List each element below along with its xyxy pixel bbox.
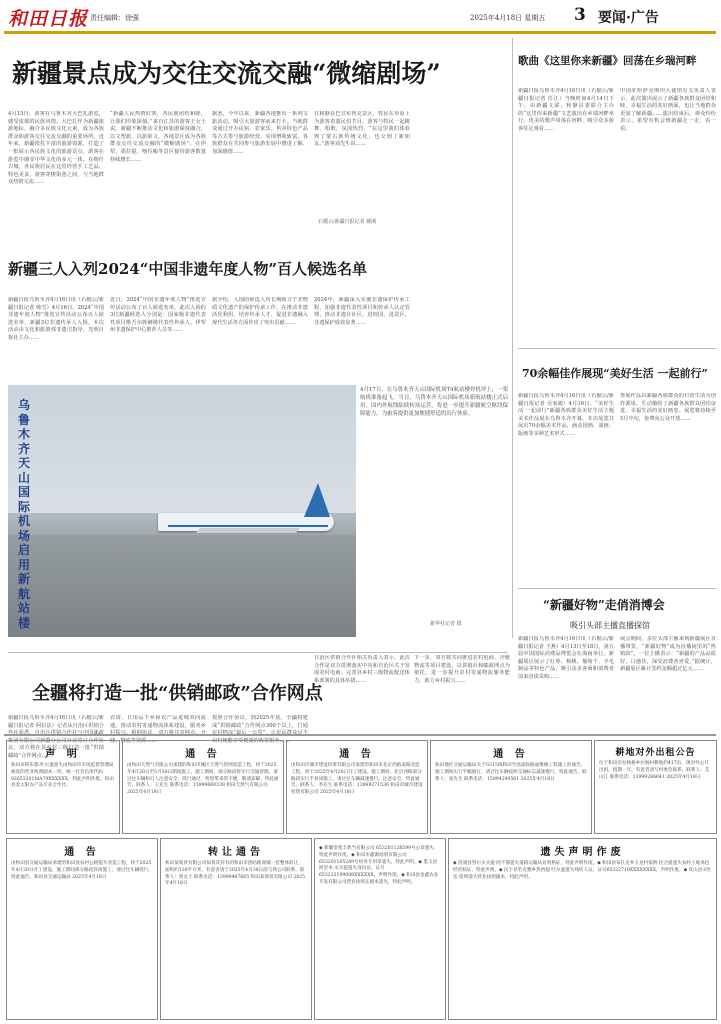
photo-byline: 新华社记者 摄 bbox=[430, 621, 462, 627]
notice-county bbox=[6, 838, 158, 1020]
goods-headline: “新疆好物”走俏消博会 bbox=[543, 598, 665, 612]
airplane-tail-icon bbox=[304, 483, 330, 517]
photo-caption: 4月17日，在乌鲁木齐天山国际机场T4航站楼停机坪上，一架航班准备起飞。当日，乌鲁木齐天山国际机场新航站楼正式启用，国内外航线陆续转场运营，将进一步提升新疆航空枢纽保障能力，为旅客提供更加便捷舒适的出行体验。 bbox=[360, 387, 508, 417]
postal-col-2: 农资、日用品下乡和农产品进城双向流通，推动农村寄递物流体系建设，服务乡 储、物流等资源…… bbox=[110, 715, 206, 744]
heritage-col-4: 2024年，新疆深入实施非遗保护传承工程，加强非遗代表性项目和传承人认定管理，推动非遗在社区、进校园、进景区，非遗保护成效显著…… bbox=[314, 297, 410, 326]
notice-lost-declaration bbox=[448, 838, 717, 1020]
notice-farmland bbox=[594, 740, 717, 834]
art-col-1: 新疆日报乌鲁木齐4月16日讯（石榴云/新疆日报记者 吴家敏）4月16日，“美好生活 一起前行”新疆各族群众美好生活主题美术作品展在乌鲁木齐开幕。本次展览共展出70余幅美术作品，涵盖国画、油画、版画等多种艺术形式…… bbox=[518, 393, 614, 437]
right-rule-2 bbox=[518, 588, 716, 589]
notice-body: 由和田县交通运输局承建的和田县农村公路提升改造工程，将于2025年4月20日开工建设，施工期间部分路段封闭施工，请过往车辆绕行。特此通告。和田县交通运输局 2025年4月18日 bbox=[11, 861, 153, 880]
postal-col-5: 下一步，双方将共同推进农村电商、冷链物流等项目建设，以供销社和邮政网点为依托，进一步提升农村寄递物流服务能力，助力乡村振兴…… bbox=[414, 655, 510, 684]
notice-body: 由和田市城市建设投资有限公司承建的和田市北京西路道路改造工程，将于2025年4月20日开工建设。施工期间，北京西路部分路段实行半封闭施工，请过往车辆减速慢行，注意安全。特此通告。联系人：李先生 联系电话：13999271536 和田市城市建设投资有限公司 2025年4月18日 bbox=[291, 763, 423, 796]
notice-road bbox=[286, 740, 428, 834]
notice-title: 遗失声明作废 bbox=[540, 847, 625, 858]
heritage-headline: 新疆三人入列2024“中国非遗年度人物”百人候选名单 bbox=[8, 260, 368, 278]
goods-col-2: 展会期间，多位头部主播来到新疆展区直播带货，“新疆好物”成为直播间里的“热销款”。一位主播表示：“新疆的产品品质好、口感佳，深受消费者喜爱。”据统计，新疆展区累计签约金额超过亿元…… bbox=[620, 636, 716, 673]
lead-col-4: 在和静县巴音布鲁克景区，牧民在草原上为游客表演民俗节目，游客与牧民一起跳舞、唱歌，氛围热烈。“在这里我们体验到了蒙古族传统文化，也交到了新朋友。”游客刘先生说…… bbox=[314, 111, 410, 148]
song-col-2: 中国驻哈萨克斯坦大使馆有关负责人表示，此次演出展示了新疆各族群众团结和睦、幸福生活的美好画面，也让当地群众更加了解新疆……演出结束后，观众纷纷表示，希望有机会到新疆走一走、看一看。 bbox=[620, 88, 716, 132]
lead-right-divider bbox=[512, 38, 513, 638]
art-headline: 70余幅佳作展现“美好生活 一起前行” bbox=[522, 367, 708, 380]
notice-body: ◆ 洛浦县努尔买买提·阿不都遗失道路运输从业资格证，特此声明作废。◆ 和田县布扎克乡玉龙村依明·托合提遗失农村土地承包经营权证，特此声明。◆ 民丰县若克雅乡热西提·吐尔逊遗失残疾人证，证号65322719XXXXXXXX，声明作废。◆ 皮山县买吐送·依明遗失营业执照副本，特此声明。 bbox=[453, 861, 712, 880]
notice-body: 和田市阿布都·吐尔逊遗失由和田市市场监督管理局核发的营业执照副本一份，统一社会信用代码：92653201MA79XXXXXX，特此声明作废。和田县金太阳农产品专业合作社。 bbox=[11, 763, 114, 789]
issue-date: 2025年4月18日 星期五 bbox=[470, 14, 546, 22]
goods-subhead: 吸引头部主播直播探馆 bbox=[570, 621, 650, 630]
song-col-1: 新疆日报乌鲁木齐4月16日讯（石榴云/新疆日报记者 任江）当晚时间4月14日下午，由新疆文联、和静县委联合主办的“这里你来新疆”文艺演出在乡瑞河畔举行。优美的歌声回荡在河畔，吸引众多游客驻足观看…… bbox=[518, 88, 614, 132]
notice-body: 和田地区交通运输局关于G315线和田至洛浦段路面维修工程施工的通告。施工期间实行半幅通行，请过往车辆按照交通标志减速慢行。特此通告。联系人：张先生 联系电话：15994299561 2025年4月18日 bbox=[435, 763, 587, 782]
postal-col-4: 自治区供销合作社相关负责人表示，此次合作是双方贯彻落实中央和自治区关于发展农村电商、完善县乡村三级物流配送体系部署的具体举措…… bbox=[314, 655, 410, 684]
photo-vertical-caption: 乌鲁木齐天山国际机场启用新航站楼 bbox=[18, 398, 31, 630]
goods-col-1: 新疆日报乌鲁木齐4月16日讯（石榴云/新疆日报记者 王燕）4月13日至18日，第五届中国国际消费品博览会在海南举行。新疆展区展示了红枣、核桃、葡萄干、羊毛制品等特色产品，吸引众多客商和消费者前来洽谈采购…… bbox=[518, 636, 614, 680]
masthead-rule bbox=[4, 31, 716, 34]
heritage-col-3: 据介绍，入围的候选人均长期致力于非物质文化遗产的保护传承工作，在推动非遗活化利用、培养传承人才、促进非遗融入现代生活等方面作出了突出贡献…… bbox=[212, 297, 308, 326]
notice-transfer bbox=[160, 838, 312, 1020]
lead-headline: 新疆景点成为交往交流交融“微缩剧场” bbox=[12, 59, 441, 88]
lead-col-1: 4月15日，游客在乌鲁木齐大巴扎游览，感受浓郁的民族风情。大巴扎作为新疆旅游地标，融合多民族文化元素，成为各族群众和游客交往交流交融的重要场所。近年来，新疆依托丰富的旅游资源，打造了一批展示各民族文化的旅游景点，游客在游览中感受中华文化的多元一体。在喀什古城，各民族居民在这里经营手工艺品、特色美食，游客穿梭街巷之间，与当地群众热情交流…… bbox=[8, 111, 104, 186]
notice-body: 位于和田市拉杨格乡拉杨村耕地约417亩，现对外公开出租，租期一年，有意者请与村委会联系。联系人：艾山江 联系电话：13999286641 2025年4月18日 bbox=[599, 761, 710, 780]
postal-col-3: 按照合作协议，到2025年底，全疆将建成“供销邮政”合作网点300个以上，打通 出村便能享受便捷的收寄服务…… bbox=[212, 715, 308, 744]
lead-col-2: “新疆人民热情好客，各民族团结和睦，让我们印象深刻。”来自江苏的游客王女士说。新疆不断推动文化和旅游深度融合，以文塑旅、以旅彰文，各地景区成为各族群众交往交流交融的“微缩剧场”。在伊犁，那拉提、喀拉峻等景区接待游客数量持续增长…… bbox=[110, 111, 206, 163]
notice-body: 和田某商贸有限公司拟将其持有的和田市团结路商铺一套整体转让，面积约120平方米。有意者请于2025年4月30日前与我公司联系。联系人：周女士 联系电话：13999467665 和田某商贸有限公司 2025年4月18日 bbox=[165, 861, 306, 887]
notice-title: 通 告 bbox=[339, 749, 375, 760]
notice-body: 由和田天然气有限公司承建的和田市城区天然气管网改造工程，将于2025年4月20日至5月30日期间施工。施工期间，部分路段将实行交通管制，请过往车辆和行人注意安全，绕行通过，给您带来的不便，敬请谅解。特此通告。联系人：王先生 联系电话：15999660339 和田天然气有限公司 2025年4月18日 bbox=[127, 763, 279, 796]
song-headline: 歌曲《这里你来新疆》回荡在乡瑞河畔 bbox=[518, 55, 697, 67]
art-col-2: 参展作品以新疆各族群众的日常生活为创作源泉，生动描绘了新疆各族群众团结奋进、幸福生活的美好画卷。展览将持续至5月中旬，免费向公众开放…… bbox=[620, 393, 716, 422]
notice-title: 通 告 bbox=[64, 847, 100, 858]
notice-title: 通 告 bbox=[185, 749, 221, 760]
heritage-col-2: 近日，2024“中国非遗年度人物”推选宣传活动公布了百人候选名单。此次入围的3位新疆候选人分别是：国家级非遗代表性项目维吾尔族刺绣代表性传承人、伊犁州非遗保护中心推荐人员等…… bbox=[110, 297, 206, 334]
notice-transport bbox=[430, 740, 592, 834]
page-number: 3 bbox=[574, 5, 586, 25]
airplane-stripe bbox=[168, 525, 328, 527]
notice-title: 耕地对外出租公告 bbox=[615, 748, 696, 758]
notice-body: ◆ 新疆金苑丰典当有限公司 653201128599号公章遗失，特此声明作废。◆ 和田市鑫源商贸有限公司 653201105249号财务专用章遗失，特此声明。◆ 墨玉县阿里木·买买提遗失身份证，证号 653222199008XXXXXX，声明作废。◆ 和田县金鑫农业开发有限公司营业执照正副本遗失，特此声明。 bbox=[319, 846, 439, 885]
bottom-left-rule bbox=[8, 652, 508, 653]
airport-photo bbox=[8, 385, 356, 637]
notice-title: 声 明 bbox=[45, 749, 81, 760]
heritage-col-1: 新疆日报乌鲁木齐4月16日讯（石榴云/新疆日报记者 韩雪）4月16日，2024“中国非遗年度人物”推选宣传活动公布百人候选名单，新疆3位非遗传承人入围。本次活动由文化和旅游部非遗司指导，光明日报社主办…… bbox=[8, 297, 104, 341]
postal-headline: 全疆将打造一批“供销邮政”合作网点 bbox=[32, 683, 323, 704]
newspaper-logo: 和田日报 bbox=[8, 8, 89, 30]
right-rule-1 bbox=[518, 348, 716, 349]
section-name: 要闻·广告 bbox=[598, 10, 659, 26]
postal-col-1: 新疆日报乌鲁木齐4月16日讯（石榴云/新疆日报记者 阿拉法）记者从自治区供销合 集团有限公司新疆分公司日前签订合作协议，双方将在县乡村三级打造一批“供销邮政”合作网点…… bbox=[8, 715, 104, 759]
airplane-wing bbox=[196, 528, 300, 533]
notice-statement bbox=[6, 740, 120, 834]
photo-tarmac bbox=[8, 535, 356, 637]
lead-col-3: 据悉，今年以来，新疆各地推出一系列文旅活动，吸引大量游客前来打卡。当地群众通过开办民宿、农家乐、售卖特色产品等方式参与旅游经营，实现增收致富。各族群众在共同参与旅游发展中增进了解、加深感情…… bbox=[212, 111, 308, 155]
notice-title: 转让通告 bbox=[208, 847, 264, 858]
notice-lost-items bbox=[314, 838, 446, 1020]
notice-title: 通 告 bbox=[493, 749, 529, 760]
lead-byline: 石榴云/新疆日报记者 姚刚 bbox=[318, 219, 377, 225]
notices-rule bbox=[4, 734, 716, 736]
editor-credit: 责任编辑：徐强 bbox=[90, 14, 139, 22]
notice-gas bbox=[122, 740, 284, 834]
